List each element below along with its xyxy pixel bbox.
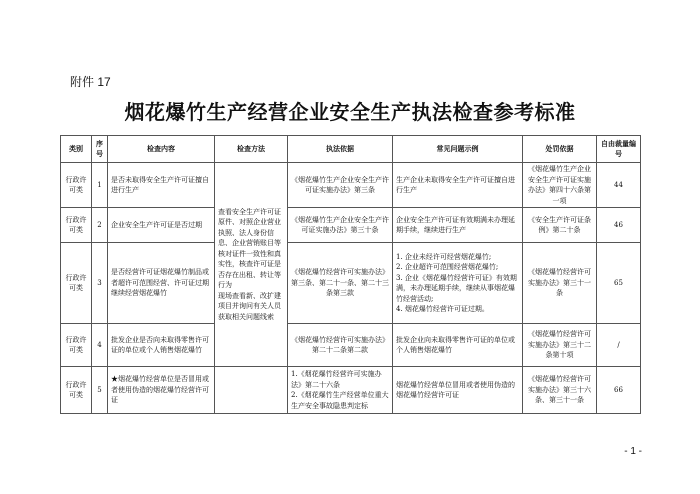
header-basis: 执法依据	[288, 136, 393, 163]
header-issues: 常见问题示例	[393, 136, 523, 163]
basis-cell: 1.《烟花爆竹经营许可实施办法》第二十六条 2.《烟花爆竹生产经营单位重大生产安全事故隐患判定标	[288, 367, 393, 414]
seq-cell: 4	[92, 324, 108, 367]
content-cell: 企业安全生产许可证是否过期	[108, 208, 215, 243]
penalty-basis-cell: 《烟花爆竹经营许可实施办法》第三十二条第十项	[523, 324, 597, 367]
issues-cell: 生产企业未取得安全生产许可证擅自进行生产	[393, 163, 523, 208]
penalty-basis-cell: 《烟花爆竹经营许可实施办法》第三十六条、第三十一条	[523, 367, 597, 414]
category-cell: 行政许可类	[61, 243, 92, 324]
basis-cell: 《烟花爆竹生产企业安全生产许可证实施办法》第三条	[288, 163, 393, 208]
method-cell-empty	[215, 367, 288, 414]
issues-cell: 1. 企业未经许可经营烟花爆竹; 2. 企业超许可范围经营烟花爆竹; 3. 企业《烟花爆竹经营许可证》有效期满，未办理延期手续，继续从事烟花爆竹经营活动; 4. 烟花爆竹经营许可证过期。	[393, 243, 523, 324]
header-discretion: 自由裁量编号	[597, 136, 641, 163]
penalty-basis-cell: 《烟花爆竹生产企业安全生产许可证实施办法》第四十六条第一项	[523, 163, 597, 208]
header-seq: 序号	[92, 136, 108, 163]
basis-cell: 《烟花爆竹经营许可实施办法》第二十二条第二款	[288, 324, 393, 367]
content-cell: 批发企业是否向未取得零售许可证的单位或个人销售烟花爆竹	[108, 324, 215, 367]
basis-cell: 《烟花爆竹生产企业安全生产许可证实施办法》第三十条	[288, 208, 393, 243]
penalty-basis-cell: 《烟花爆竹经营许可实施办法》第三十一条	[523, 243, 597, 324]
seq-cell: 2	[92, 208, 108, 243]
header-method: 检查方法	[215, 136, 288, 163]
seq-cell: 1	[92, 163, 108, 208]
discretion-cell: /	[597, 324, 641, 367]
table-row	[61, 367, 641, 414]
issues-cell: 企业安全生产许可证有效期满未办理延期手续，继续进行生产	[393, 208, 523, 243]
category-cell: 行政许可类	[61, 208, 92, 243]
header-content: 检查内容	[108, 136, 215, 163]
table-row	[61, 243, 641, 324]
method-cell: 查看安全生产许可证原件、对照企业营业执照、法人身份信息、企业营销账目等核对证件一致性和真实性，核查许可证是否存在出租、转让等行为 现场查看新、改扩建项目并询问有关人员获取相关问题线索	[215, 163, 288, 367]
page-number: - 1 -	[624, 446, 642, 457]
discretion-cell: 66	[597, 367, 641, 414]
content-cell: 是否经营许可证烟花爆竹制品或者超许可范围经营、许可证过期继续经营烟花爆竹	[108, 243, 215, 324]
table-row	[61, 208, 641, 243]
discretion-cell: 44	[597, 163, 641, 208]
inspection-standards-table	[60, 135, 641, 414]
table-row	[61, 324, 641, 367]
seq-cell: 5	[92, 367, 108, 414]
issues-cell: 批发企业向未取得零售许可证的单位或个人销售烟花爆竹	[393, 324, 523, 367]
discretion-cell: 46	[597, 208, 641, 243]
category-cell: 行政许可类	[61, 163, 92, 208]
header-category: 类别	[61, 136, 92, 163]
document-title: 烟花爆竹生产经营企业安全生产执法检查参考标准	[124, 100, 576, 124]
discretion-cell: 65	[597, 243, 641, 324]
category-cell: 行政许可类	[61, 324, 92, 367]
category-cell: 行政许可类	[61, 367, 92, 414]
seq-cell: 3	[92, 243, 108, 324]
header-penalty-basis: 处罚依据	[523, 136, 597, 163]
content-cell: ★烟花爆竹经营单位是否冒用或者使用伪造的烟花爆竹经营许可证	[108, 367, 215, 414]
penalty-basis-cell: 《安全生产许可证条例》第二十条	[523, 208, 597, 243]
table-header-row	[61, 136, 641, 163]
table-row	[61, 163, 641, 208]
issues-cell: 烟花爆竹经营单位冒用或者使用伪造的烟花爆竹经营许可证	[393, 367, 523, 414]
attachment-label: 附件 17	[70, 75, 111, 89]
content-cell: 是否未取得安全生产许可证擅自进行生产	[108, 163, 215, 208]
basis-cell: 《烟花爆竹经营许可实施办法》第三条、第二十一条、第二十三条第三款	[288, 243, 393, 324]
